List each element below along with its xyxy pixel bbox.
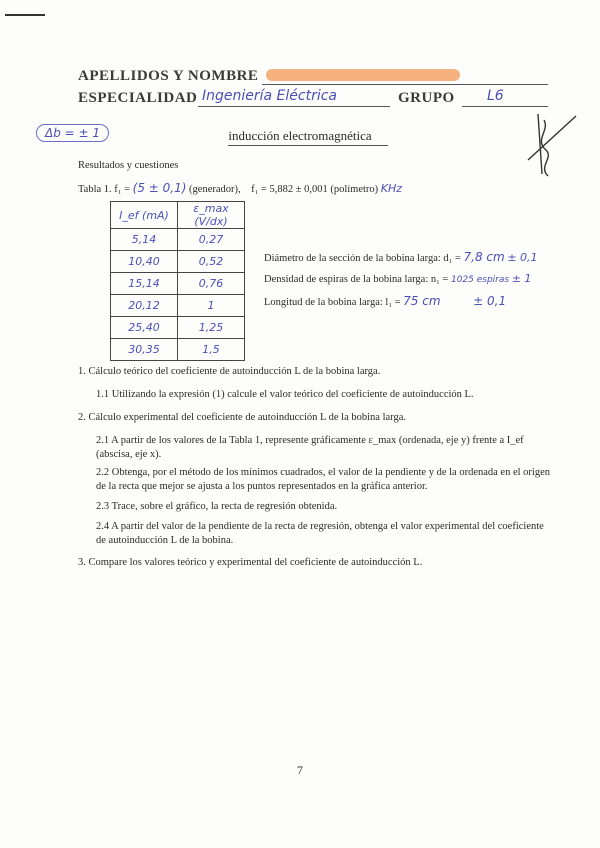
table-cell: 0,52 (178, 251, 245, 273)
item-2-3 (96, 500, 552, 514)
table-cell: 1,25 (178, 317, 245, 339)
scan-mark (5, 14, 45, 16)
especialidad-value: Ingeniería Eléctrica (202, 88, 338, 104)
param-error: ± 0,1 (507, 251, 538, 264)
table-cell: 15,14 (111, 273, 178, 295)
signature-mark (520, 110, 580, 180)
table-cell: 1 (178, 295, 245, 317)
grupo-label: GRUPO (398, 90, 455, 106)
item-num: 2. (78, 412, 86, 423)
title-underline (228, 145, 388, 146)
item-text: A partir del valor de la pendiente de la recta de regresión, obtenga el valor experimental del coeficiente de autoinducción L de la bobina. (96, 521, 544, 546)
data-table (110, 201, 245, 361)
table-header-row (111, 202, 245, 229)
table-cell: 30,35 (111, 339, 178, 361)
param-longitud (264, 294, 506, 308)
table-cell: 25,40 (111, 317, 178, 339)
param-value: 7,8 cm (463, 250, 505, 264)
item-text: Cálculo experimental del coeficiente de autoinducción L de la bobina larga. (88, 412, 406, 423)
item-2-4 (96, 520, 552, 548)
param-error: ± 0,1 (473, 294, 507, 308)
table-cell: 5,14 (111, 229, 178, 251)
caption-f1-polimetro: f₁ = 5,882 ± 0,001 (polímetro) (251, 184, 379, 195)
param-value: 1025 espiras (450, 275, 510, 285)
table-cell: 0,76 (178, 273, 245, 295)
section-heading: Resultados y cuestiones (78, 160, 179, 171)
table-row (111, 251, 245, 273)
item-2 (78, 411, 538, 425)
item-num: 2.2 (96, 467, 110, 478)
item-text: A partir de los valores de la Tabla 1, represente gráficamente ε_max (ordenada, eje y) frente a I_ef (abscisa, eje x). (96, 435, 524, 460)
item-1-1 (96, 388, 546, 402)
table-header-emax: ε_max (V/dx) (178, 202, 245, 229)
item-2-1 (96, 434, 552, 462)
grupo-underline (462, 106, 548, 107)
page-title: inducción electromagnética (228, 128, 372, 143)
apellidos-label: APELLIDOS Y NOMBRE (78, 68, 259, 84)
param-label: Longitud de la bobina larga: l₁ = (264, 297, 401, 308)
item-1 (78, 365, 538, 379)
table-caption: Tabla 1. f₁ = (5 ± 0,1) (generador), f₁ = 5,882 ± 0,001 (polímetro) KHz (78, 181, 403, 195)
table-row (111, 295, 245, 317)
item-num: 2.3 (96, 501, 110, 512)
redacted-name (266, 69, 460, 81)
item-num: 2.4 (96, 521, 110, 532)
table-cell: 1,5 (178, 339, 245, 361)
param-diametro (264, 250, 538, 264)
item-3 (78, 556, 538, 570)
item-2-2 (96, 466, 552, 494)
item-num: 2.1 (96, 435, 110, 446)
param-value: 75 cm (403, 294, 441, 308)
param-densidad (264, 272, 531, 285)
item-num: 3. (78, 557, 86, 568)
item-text: Compare los valores teórico y experimental del coeficiente de autoinducción L. (88, 557, 423, 568)
table-row (111, 317, 245, 339)
table-cell: 10,40 (111, 251, 178, 273)
table-row (111, 273, 245, 295)
margin-note: Δb = ± 1 (36, 124, 109, 142)
item-text: Cálculo teórico del coeficiente de autoinducción L de la bobina larga. (88, 366, 381, 377)
item-text: Trace, sobre el gráfico, la recta de regresión obtenida. (111, 501, 338, 512)
table-row (111, 339, 245, 361)
grupo-value: L6 (487, 88, 504, 104)
especialidad-label: ESPECIALIDAD (78, 90, 198, 106)
especialidad-underline (198, 106, 390, 107)
table-row (111, 229, 245, 251)
item-num: 1. (78, 366, 86, 377)
caption-unit-hand: KHz (380, 182, 403, 195)
caption-generator: (generador), (189, 184, 241, 195)
param-label: Densidad de espiras de la bobina larga: n₁ = (264, 274, 449, 285)
item-num: 1.1 (96, 389, 110, 400)
table-header-ief: I_ef (mA) (111, 202, 178, 229)
table-cell: 20,12 (111, 295, 178, 317)
item-text: Obtenga, por el método de los mínimos cuadrados, el valor de la pendiente y de la ordenada en el origen de la recta que mejor se ajusta a los puntos representados en la gráfica anterior. (96, 467, 550, 492)
name-underline (262, 84, 548, 85)
table-cell: 0,27 (178, 229, 245, 251)
page-number: 7 (297, 763, 303, 777)
caption-prefix: Tabla 1. (78, 184, 112, 195)
caption-f1-hand: (5 ± 0,1) (132, 181, 187, 195)
param-error: ± 1 (511, 272, 532, 285)
item-text: Utilizando la expresión (1) calcule el valor teórico del coeficiente de autoinducción L. (111, 389, 474, 400)
param-label: Diámetro de la sección de la bobina larga: d₁ = (264, 253, 461, 264)
